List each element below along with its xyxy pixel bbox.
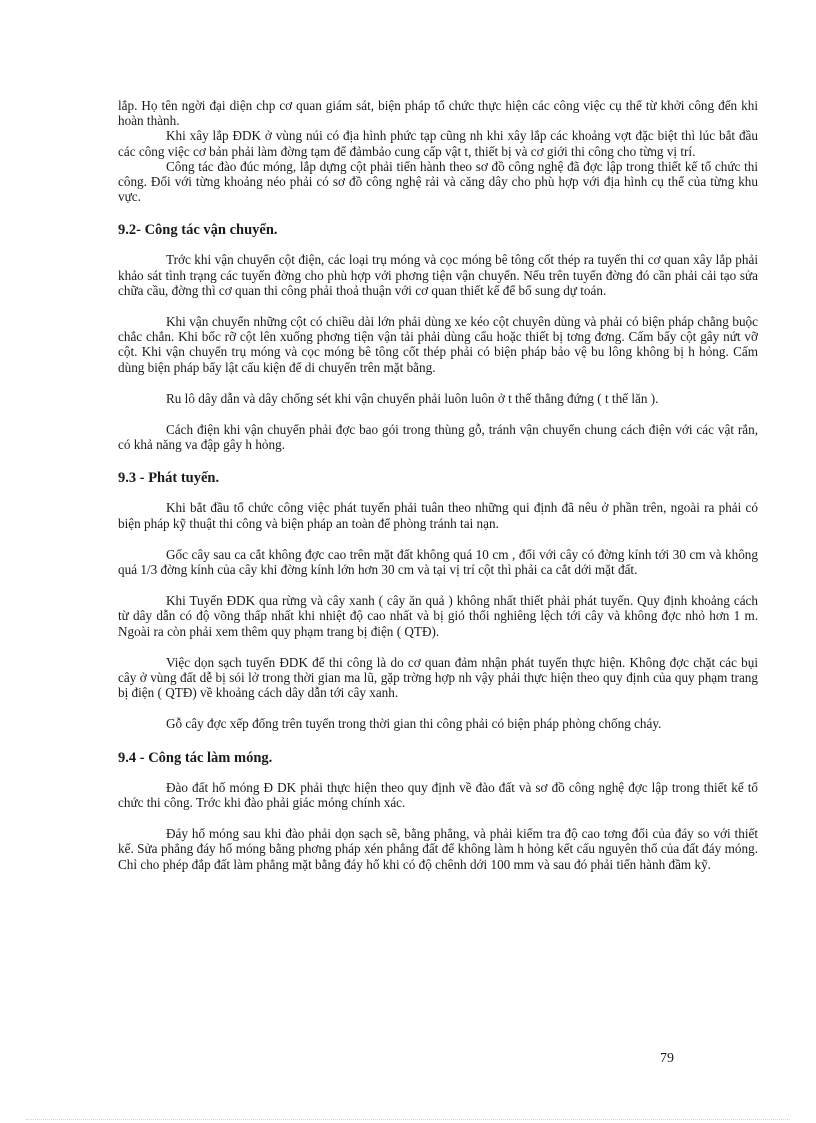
paragraph: Đáy hố móng sau khi đào phải dọn sạch sẽ, bằng phẳng, và phải kiểm tra độ cao tơng đối của đáy so với thiết kế. Sửa phẳng đáy hố móng bằng phơng pháp xén phẳng đất để không làm h hỏng kết cấu nguyên thổ của đất đáy móng. Chỉ cho phép đắp đất làm phẳng mặt bằng đáy hố khi có độ chênh dới 100 mm và sau đó phải tiến hành đầm kỹ. [118, 826, 758, 872]
paragraph: Đào đất hố móng Đ DK phải thực hiện theo quy định về đào đất và sơ đồ công nghệ đợc lập trong thiết kế tổ chức thi công. Trớc khi đào phải giác móng chính xác. [118, 779, 758, 810]
paragraph: Khi bắt đầu tổ chức công việc phát tuyến phải tuân theo những qui định đã nêu ở phần trên, ngoài ra phải có biện pháp kỹ thuật thi công và biện pháp an toàn để phòng tránh tai nạn. [118, 500, 758, 531]
paragraph: Gốc cây sau ca cắt không đợc cao trên mặt đất không quá 10 cm , đối với cây có đờng kính tới 30 cm và không quá 1/3 đờng kính của cây khi đờng kính lớn hơn 30 cm và tại vị trí cột thì phải ca cắt dới mặt đất. [118, 546, 758, 578]
section-heading-9-3: 9.3 - Phát tuyến. [118, 470, 220, 487]
page-number: 79 [660, 1051, 674, 1066]
paragraph: Gỗ cây đợc xếp đống trên tuyến trong thời gian thi công phải có biện pháp phòng chống cháy. [166, 716, 662, 732]
paragraph: Trớc khi vận chuyển cột điện, các loại trụ móng và cọc móng bê tông cốt thép ra tuyến thi cơ quan xây lắp phải khảo sát tình trạng các tuyến đờng cho phù hợp với phơng tiện vận chuyển. Nếu trên tuyến đờng đó cần phải cải tạo sửa chữa cầu, đờng thì cơ quan thi công phải thoả thuận với cơ quan thiết kế để bổ sung dự toán. [118, 252, 758, 298]
paragraph: Khi xây lắp ĐDK ở vùng núi có địa hình phức tạp cũng nh khi xây lắp các khoảng vợt đặc biệt thì lúc bắt đầu các công việc cơ bản phải làm đờng tạm để đảmbảo cung cấp vật t, thiết bị và cơ giới thi công cho từng vị trí. [118, 128, 758, 159]
paragraph: Khi vận chuyển những cột có chiều dài lớn phải dùng xe kéo cột chuyên dùng và phải có biện pháp chằng buộc chắc chắn. Khi bốc rỡ cột lên xuống phơng tiện vận tải phải dùng cẩu hoặc thiết bị tơng đơng. Cấm bẩy cột gây nứt vỡ cột. Khi vận chuyển trụ móng và cọc móng bê tông cốt thép phải có biện pháp bảo vệ bu lông không bị h hỏng. Cấm dùng biện pháp bẩy lật cấu kiện để di chuyển trên mặt bằng. [118, 314, 758, 375]
section-heading-9-4: 9.4 - Công tác làm móng. [118, 749, 273, 766]
paragraph: Ru lô dây dẫn và dây chống sét khi vận chuyển phải luôn luôn ở t thế thẳng đứng ( t thế lăn ). [166, 390, 659, 406]
page-content [118, 98, 758, 872]
paragraph: lắp. Họ tên ngời đại diện chp cơ quan giám sát, biện pháp tổ chức thực hiện các công việc cụ thể từ khởi công đến khi hoàn thành. [118, 98, 758, 129]
paragraph: Công tác đào đúc móng, lắp dựng cột phải tiến hành theo sơ đồ công nghệ đã đợc lập trong thiết kế tổ chức thi công. Đối với từng khoảng néo phải có sơ đồ công nghệ rải và căng dây cho phù hợp với địa hình cụ thể của từng khu vực. [118, 158, 758, 205]
footer-divider [26, 1119, 790, 1120]
section-heading-9-2: 9.2- Công tác vận chuyển. [118, 222, 278, 239]
paragraph: Việc dọn sạch tuyến ĐDK để thi công là do cơ quan đảm nhận phát tuyến thực hiện. Không đợc chặt các bụi cây ở vùng đất dễ bị sói lở trong thời gian ma lũ, gặp trờng hợp nh vậy phải thực hiện theo quy định của quy phạm trang bị điện ( QTĐ) về khoảng cách dây dẫn tới cây xanh. [118, 654, 758, 701]
paragraph: Cách điện khi vận chuyển phải đợc bao gói trong thùng gỗ, tránh vận chuyển chung cách điện với các vật rắn, có khả năng va đập gây h hỏng. [118, 422, 758, 453]
paragraph: Khi Tuyến ĐDK qua rừng và cây xanh ( cây ăn quả ) không nhất thiết phải phát tuyến. Quy định khoảng cách từ dây dẫn có độ võng thấp nhất khi nhiệt độ cao nhất và bị gió thổi nghiêng lệch tới cây và không đợc nhỏ hơn 1 m. Ngoài ra còn phải xem thêm quy phạm trang bị điện ( QTĐ). [118, 593, 758, 639]
